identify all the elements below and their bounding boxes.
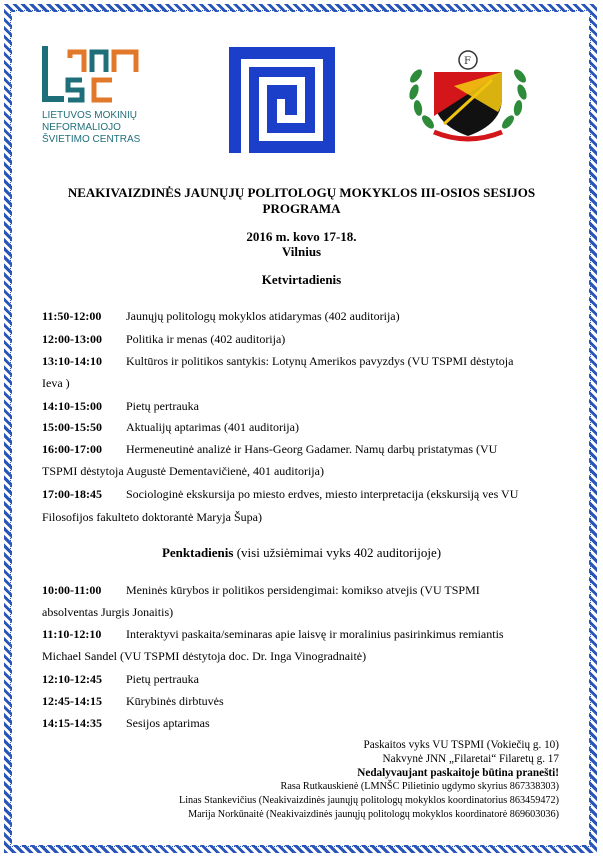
schedule-row-cont: Ieva ): [42, 376, 70, 390]
schedule-time: 11:10-12:10: [42, 627, 102, 641]
schedule-time: 17:00-18:45: [42, 487, 102, 501]
program-title-line2: PROGRAMA: [262, 201, 341, 216]
schedule-row-cont: TSPMI dėstytoja Augustė Dementavičienė, 401 auditorija): [42, 464, 324, 478]
day2-note: (visi užsiėmimai vyks 402 auditorijoje): [236, 545, 442, 560]
schedule-row: [42, 623, 562, 645]
footer-contact-3: Marija Norkūnaitė (Neakivaizdinės jaunųjų politologų mokyklos koordinatorė 869603036): [188, 809, 559, 820]
schedule-text: Interaktyvi paskaita/seminaras apie laisvę ir moralinius pasirinkimus remiantis: [126, 627, 504, 641]
program-city: Vilnius: [281, 244, 322, 259]
schedule-time: 14:10-15:00: [42, 399, 102, 413]
schedule-row: [42, 305, 562, 327]
schedule-text: Sesijos aptarimas: [126, 716, 210, 730]
footer-lodging: Nakvynė JNN „Filaretai“ Filaretų g. 17: [382, 753, 559, 765]
schedule-time: 11:50-12:00: [42, 309, 102, 323]
schedule-time: 12:45-14:15: [42, 694, 102, 708]
schedule-text: Pietų pertrauka: [126, 399, 199, 413]
schedule-text: Kūrybinės dirbtuvės: [126, 694, 224, 708]
schedule-time: 10:00-11:00: [42, 583, 102, 597]
schedule-row: [42, 416, 562, 438]
schedule-time: 13:10-14:10: [42, 354, 102, 368]
schedule-text: Pietų pertrauka: [126, 672, 199, 686]
svg-text:F: F: [464, 56, 471, 67]
program-title-line1: NEAKIVAIZDINĖS JAUNŲJŲ POLITOLOGŲ MOKYKLOS III-OSIOS SESIJOS: [67, 185, 536, 200]
schedule-time: 16:00-17:00: [42, 442, 102, 456]
day1-heading: Ketvirtadienis: [261, 272, 342, 287]
lmnsc-line1: LIETUVOS MOKINIŲ: [42, 110, 138, 121]
schedule-row: [42, 579, 562, 601]
schedule-row: [42, 328, 562, 350]
schedule-text: Jaunųjų politologų mokyklos atidarymas (402 auditorija): [126, 309, 400, 323]
footer-contact-2: Linas Stankevičius (Neakivaizdinės jaunųjų politologų mokyklos koordinatorius 863459472): [179, 795, 559, 806]
schedule-row-cont: absolventas Jurgis Jonaitis): [42, 605, 174, 619]
schedule-text: Aktualijų aptarimas (401 auditorija): [126, 420, 299, 434]
schedule-time: 12:10-12:45: [42, 672, 102, 686]
lmnsc-line2: NEFORMALIOJO: [42, 122, 121, 133]
schedule-row: [42, 690, 562, 712]
program-date: 2016 m. kovo 17-18.: [246, 229, 357, 244]
schedule-time: 12:00-13:00: [42, 332, 102, 346]
schedule-row: [42, 483, 562, 505]
schedule-row: [42, 668, 562, 690]
schedule-time: 14:15-14:35: [42, 716, 102, 730]
schedule-row: [42, 438, 562, 460]
schedule-row-cont: Filosofijos fakulteto doktorantė Maryja Šupa): [42, 510, 262, 524]
schedule-time: 15:00-15:50: [42, 420, 102, 434]
day2-name: Penktadienis: [161, 545, 234, 560]
lmnsc-logo: [42, 46, 154, 154]
footer-notice: Nedalyvaujant paskaitoje būtina pranešti!: [357, 767, 559, 779]
schedule-row-cont: Michael Sandel (VU TSPMI dėstytoja doc. Dr. Inga Vinogradnaitė): [42, 649, 367, 663]
day2-heading: [60, 545, 543, 561]
schedule-text: Hermeneutinė analizė ir Hans-Georg Gadamer. Namų darbų pristatymas (VU: [126, 442, 498, 456]
schedule-text: Kultūros ir politikos santykis: Lotynų Amerikos pavyzdys (VU TSPMI dėstytoja: [126, 354, 514, 368]
greek-key-logo: [229, 47, 335, 153]
footer-contact-1: Rasa Rutkauskienė (LMNŠC Pilietinio ugdymo skyrius 867338303): [280, 781, 559, 792]
schedule-text: Politika ir menas (402 auditorija): [126, 332, 286, 346]
schedule-text: Sociologinė ekskursija po miesto erdves, miesto interpretacija (ekskursiją ves VU: [126, 487, 519, 501]
schedule-row: [42, 350, 562, 372]
footer-venue: Paskaitos vyks VU TSPMI (Vokiečių g. 10): [363, 739, 559, 751]
schedule-text: Meninės kūrybos ir politikos persidengimai: komikso atvejis (VU TSPMI: [126, 583, 480, 597]
schedule-row: [42, 712, 562, 734]
filaretai-emblem: [404, 46, 532, 146]
schedule-row: [42, 395, 562, 417]
lmnsc-line3: ŠVIETIMO CENTRAS: [42, 134, 141, 145]
